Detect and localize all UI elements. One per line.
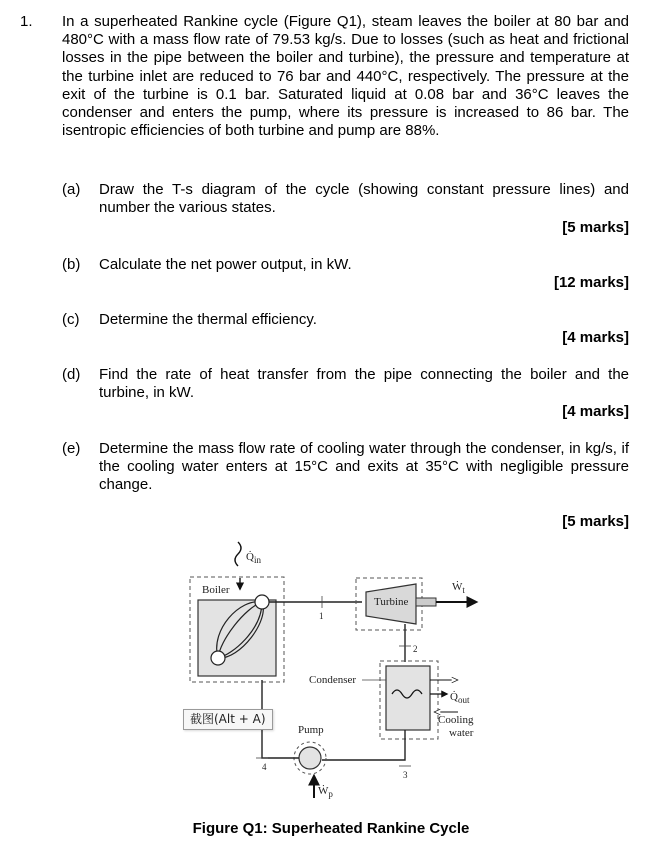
q-in-label: $Q̇_{in}$ [246,551,261,565]
w-t-label: Ẇ$_t$ [452,581,465,595]
w-p-label: Ẇ$_p$ [318,785,333,799]
q-out-label: $Q̇_{out}$ [450,691,470,705]
part-b-text: Calculate the net power output, in kW. [99,256,352,273]
part-e-label: (e) [62,440,81,457]
question-number: 1. [20,13,33,30]
part-c-label: (c) [62,311,80,328]
part-d-label: (d) [62,366,81,383]
pump [299,747,321,769]
question-intro: In a superheated Rankine cycle (Figure Q1), steam leaves the boiler at 80 bar and 480°C with a mass flow rate of 79.53 kg/s. Due to losses (such as heat and frictional losses in the pipe between the boiler and turbine), the pressure and temperature at the turbine inlet are reduced to 76 bar and 440°C, respectively. The pressure at the exit of the turbine is 0.1 bar. Saturated liquid at 0.08 bar and 36°C leaves the condenser and enters the pump, where its pressure is increased to 86 bar. The isentropic efficiencies of both turbine and pump are 88%. [62,13,629,140]
figure-caption: Figure Q1: Superheated Rankine Cycle [192,820,470,837]
part-e-marks: [5 marks] [562,513,629,530]
pump-label: Pump [298,724,324,736]
part-a-label: (a) [62,181,81,198]
part-b-marks: [12 marks] [553,274,629,291]
boiler [198,600,276,676]
condenser-label: Condenser [309,674,357,686]
part-a-text: Draw the T-s diagram of the cycle (showing constant pressure lines) and number the various states. [99,181,629,217]
part-c-marks: [4 marks] [562,329,629,346]
q-in-arrow [235,542,241,566]
part-c [62,311,629,329]
part-b [62,256,629,274]
state-2-label: 2 [413,644,418,654]
rankine-cycle-figure [0,540,662,825]
part-d-marks: [4 marks] [562,403,629,420]
cooling-label: Cooling [438,714,474,726]
screenshot-tooltip[interactable]: 截图(Alt + A) [183,709,273,730]
part-a-marks: [5 marks] [562,219,629,236]
part-d-text: Find the rate of heat transfer from the pipe connecting the boiler and the turbine, in kW. [99,366,629,402]
state-3-label: 3 [403,770,408,780]
part-e-text: Determine the mass flow rate of cooling water through the condenser, in kg/s, if the cooling water enters at 15°C and exits at 35°C with negligible pressure change. [99,440,629,494]
state-1-label: 1 [319,611,324,621]
part-d [62,366,629,402]
water-label: water [449,727,474,739]
state-4-label: 4 [262,762,267,772]
turbine-label: Turbine [374,596,409,608]
part-e [62,440,629,495]
boiler-label: Boiler [202,584,230,596]
part-b-label: (b) [62,256,81,273]
pipe-3 [322,730,405,760]
part-c-text: Determine the thermal efficiency. [99,311,317,328]
part-a [62,181,629,217]
